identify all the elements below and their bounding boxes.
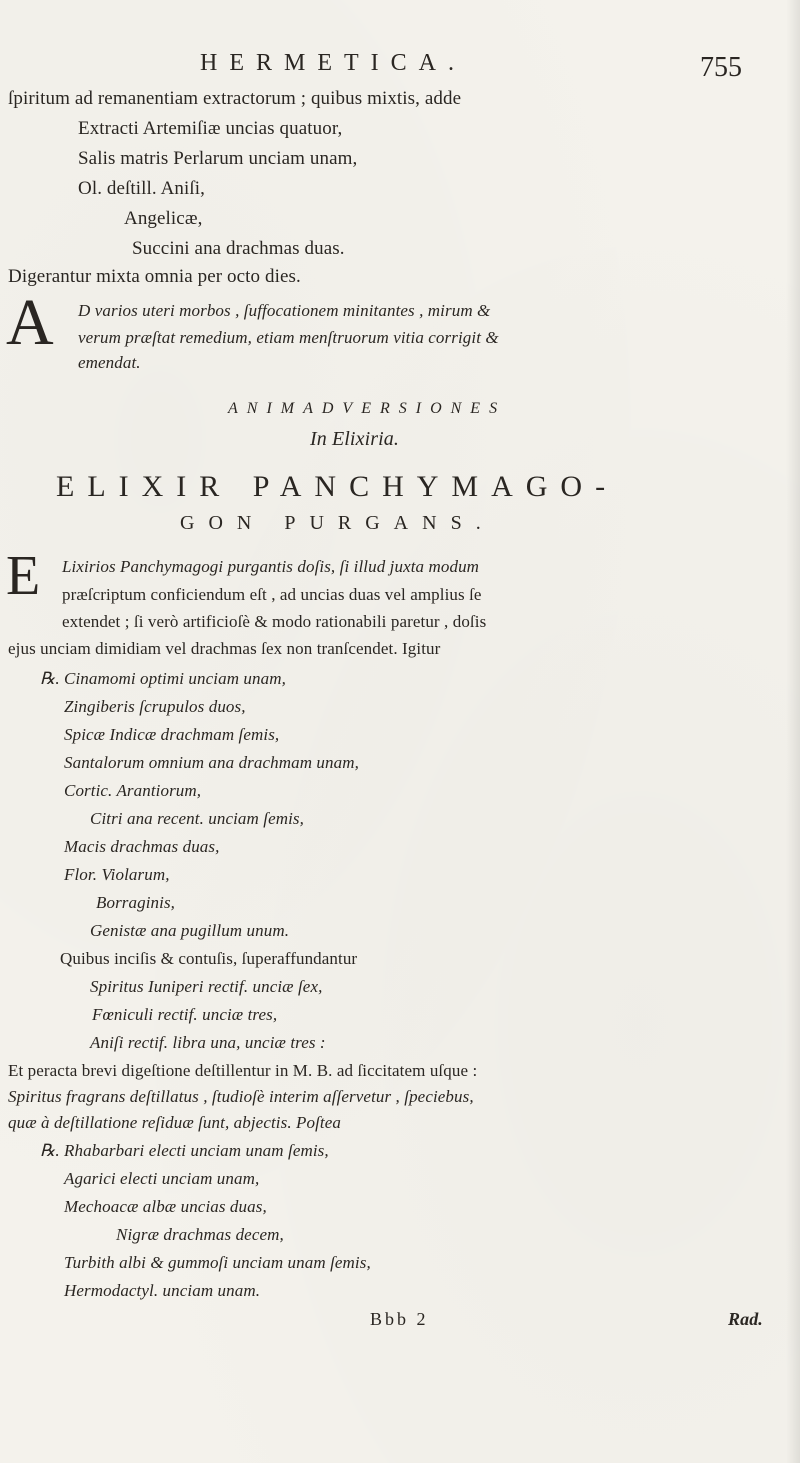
text-line: præſcriptum conficiendum eſt , ad uncias duas vel amplius ſe [62, 585, 482, 604]
text-line: Salis matris Perlarum unciam unam, [78, 148, 358, 169]
text-line: Spiritus fragrans deſtillatus , ſtudioſè interim aſſervetur , ſpeciebus, [8, 1087, 474, 1106]
text-line: ſpiritum ad remanentiam extractorum ; quibus mixtis, adde [8, 88, 462, 109]
section-heading: ANIMADVERSIONES [228, 400, 507, 417]
recipe-line: Macis drachmas duas, [64, 837, 220, 856]
recipe-line: Agarici electi unciam unam, [64, 1169, 260, 1188]
text-line: quæ à deſtillatione reſiduæ ſunt, abjectis. Poſtea [8, 1113, 342, 1132]
text-line: Fœniculi rectif. unciæ tres, [92, 1005, 278, 1024]
recipe-line: Hermodactyl. unciam unam. [64, 1281, 261, 1300]
text-line: Digerantur mixta omnia per octo dies. [8, 266, 301, 287]
text-line: Quibus inciſis & contuſis, ſuperaffundantur [60, 949, 358, 968]
chapter-title-line-1: ELIXIR PANCHYMAGO- [56, 470, 619, 503]
text-line: Extracti Artemiſiæ uncias quatuor, [78, 118, 343, 139]
text-line: extendet ; ſi verò artificioſè & modo rationabili paretur , doſis [62, 612, 487, 631]
recipe-line: Borraginis, [96, 893, 176, 912]
recipe-line: Santalorum omnium ana drachmam unam, [64, 753, 359, 772]
recipe-line: Citri ana recent. unciam ſemis, [90, 809, 304, 828]
recipe-line: ℞. Cinamomi optimi unciam unam, [40, 669, 286, 688]
catchword: Rad. [728, 1309, 763, 1329]
text-line: Spiritus Iuniperi rectif. unciæ ſex, [90, 977, 323, 996]
text-line: Aniſi rectif. libra una, unciæ tres : [90, 1033, 326, 1052]
text-line: Lixirios Panchymagogi purgantis doſis, ſi illud juxta modum [62, 557, 480, 576]
recipe-line: Turbith albi & gummoſi unciam unam ſemis, [64, 1253, 371, 1272]
chapter-title-line-2: GON PURGANS. [180, 512, 495, 534]
recipe-line: ℞. Rhabarbari electi unciam unam ſemis, [40, 1141, 329, 1160]
running-head: HERMETICA. [200, 50, 466, 76]
recipe-line: Genistæ ana pugillum unum. [90, 921, 290, 940]
page-edge-shadow [786, 0, 800, 1463]
text-line: emendat. [78, 353, 141, 372]
recipe-line: Nigræ drachmas decem, [116, 1225, 284, 1244]
text-line: Et peracta brevi digeſtione deſtillentur in M. B. ad ſiccitatem uſque : [8, 1061, 478, 1080]
text-line: ejus unciam dimidiam vel drachmas ſex non tranſcendet. Igitur [8, 639, 441, 658]
text-line: Ol. deſtill. Aniſi, [78, 178, 205, 199]
text-line: Succini ana drachmas duas. [132, 238, 345, 259]
text-line: D varios uteri morbos , ſuffocationem minitantes , mirum & [78, 301, 491, 320]
recipe-line: Spicæ Indicæ drachmam ſemis, [64, 725, 280, 744]
recipe-line: Flor. Violarum, [64, 865, 170, 884]
recipe-line: Zingiberis ſcrupulos duos, [64, 697, 246, 716]
drop-cap-a: A [6, 286, 54, 359]
recipe-line: Mechoacæ albæ uncias duas, [64, 1197, 267, 1216]
section-subheading: In Elixiria. [310, 428, 399, 450]
recipe-line: Cortic. Arantiorum, [64, 781, 202, 800]
page-number: 755 [700, 52, 742, 83]
drop-cap-e: E [6, 545, 41, 607]
text-line: verum præſtat remedium, etiam menſtruorum vitia corrigit & [78, 328, 499, 347]
text-line: Angelicæ, [124, 208, 203, 229]
signature-mark: Bbb 2 [370, 1309, 429, 1329]
